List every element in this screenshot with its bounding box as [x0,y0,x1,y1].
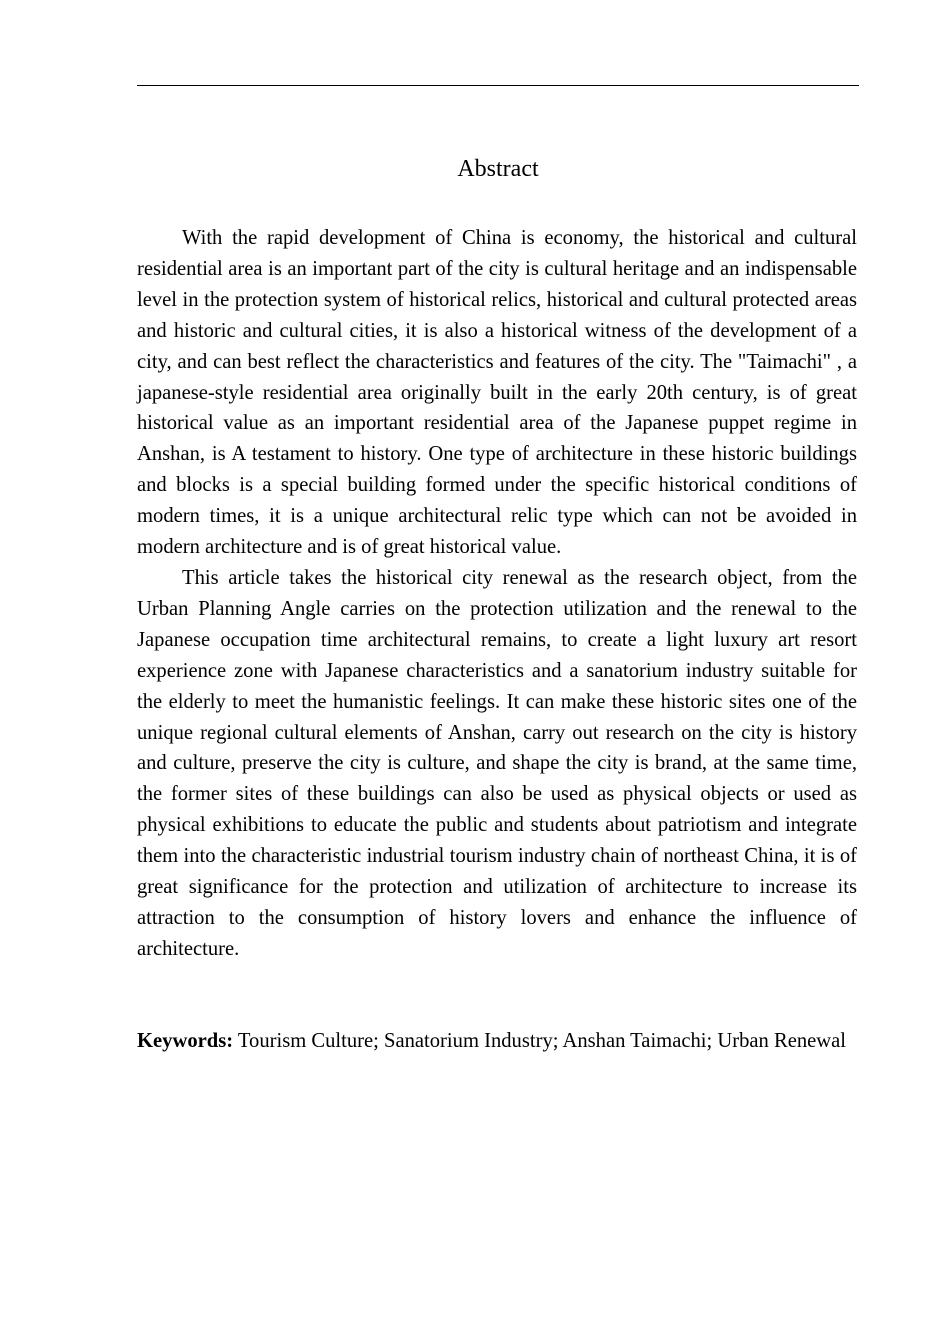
abstract-body [137,223,857,965]
keywords [137,1026,857,1057]
abstract-paragraph-1: With the rapid development of China is economy, the historical and cultural residential area is an important part of the city is cultural heritage and an indispensable level in the protection system of historical relics, historical and cultural protected areas and historic and cultural cities, it is also a historical witness of the development of a city, and can best reflect the characteristics and features of the city. The "Taimachi" , a japanese-style residential area originally built in the early 20th century, is of great historical value as an important residential area of the Japanese puppet regime in Anshan, is A testament to history. One type of architecture in these historic buildings and blocks is a special building formed under the specific historical conditions of modern times, it is a unique architectural relic type which can not be avoided in modern architecture and is of great historical value. [137,227,857,559]
keywords-text: Tourism Culture; Sanatorium Industry; Anshan Taimachi; Urban Renewal [237,1030,847,1052]
keywords-label: Keywords: [137,1030,234,1052]
abstract-paragraph-2: This article takes the historical city renewal as the research object, from the Urban Planning Angle carries on the protection utilization and the renewal to the Japanese occupation time architectural remains, to create a light luxury art resort experience zone with Japanese characteristics and a sanatorium industry suitable for the elderly to meet the humanistic feelings. It can make these historic sites one of the unique regional cultural elements of Anshan, carry out research on the city is history and culture, preserve the city is culture, and shape the city is brand, at the same time, the former sites of these buildings can also be used as physical objects or used as physical exhibitions to educate the public and students about patriotism and integrate them into the characteristic industrial tourism industry chain of northeast China, it is of great significance for the protection and utilization of architecture to increase its attraction to the consumption of history lovers and enhance the influence of architecture. [137,566,857,960]
page-title: Abstract [457,156,539,182]
header-rule [137,85,859,86]
